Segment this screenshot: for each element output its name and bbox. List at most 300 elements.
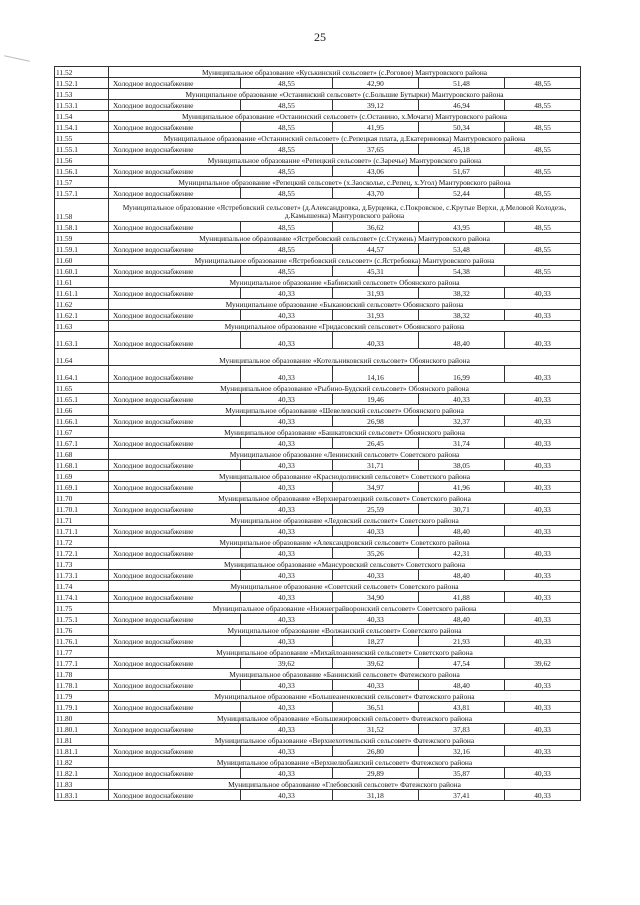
tariff-value: 35,26 (333, 548, 419, 559)
row-number: 11.60.1 (55, 266, 109, 277)
service-name: Холодное водоснабжение (109, 482, 241, 493)
tariff-value: 40,33 (505, 438, 581, 449)
tariff-value: 40,33 (505, 482, 581, 493)
tariff-value: 54,38 (419, 266, 505, 277)
table-row-service (55, 310, 581, 321)
service-name: Холодное водоснабжение (109, 310, 241, 321)
tariff-value: 48,55 (241, 222, 333, 233)
tariff-value: 50,34 (419, 122, 505, 133)
tariff-value: 40,33 (241, 592, 333, 603)
service-name: Холодное водоснабжение (109, 394, 241, 405)
table-row-service (55, 680, 581, 691)
table-row-municipality (55, 647, 581, 658)
municipality-title: Муниципальное образование «Верхнехотемльский сельсовет» Фатежского района (109, 735, 581, 746)
table-row-municipality (55, 199, 581, 222)
tariff-value: 40,33 (505, 310, 581, 321)
row-number: 11.77.1 (55, 658, 109, 669)
table-row-municipality (55, 383, 581, 394)
tariff-value: 40,33 (505, 288, 581, 299)
tariff-value: 48,55 (505, 266, 581, 277)
tariff-value: 40,33 (505, 746, 581, 757)
tariff-value: 48,55 (505, 122, 581, 133)
table-row-municipality (55, 321, 581, 332)
tariff-value: 41,96 (419, 482, 505, 493)
table-row-service (55, 746, 581, 757)
table-row-service (55, 188, 581, 199)
tariff-value: 40,33 (505, 526, 581, 537)
table-row-municipality (55, 471, 581, 482)
table-row-service (55, 790, 581, 801)
tariff-value: 32,37 (419, 416, 505, 427)
tariff-value: 40,33 (505, 394, 581, 405)
table-row-service (55, 244, 581, 255)
tariff-value: 40,33 (241, 790, 333, 801)
tariff-value: 48,55 (505, 144, 581, 155)
tariff-value: 43,81 (419, 702, 505, 713)
tariff-value: 40,33 (505, 366, 581, 383)
row-number: 11.65 (55, 383, 109, 394)
service-name: Холодное водоснабжение (109, 724, 241, 735)
table-row-service (55, 78, 581, 89)
table-row-service (55, 592, 581, 603)
row-number: 11.66 (55, 405, 109, 416)
tariff-value: 40,33 (333, 614, 419, 625)
tariff-value: 40,33 (241, 332, 333, 349)
tariff-value: 41,88 (419, 592, 505, 603)
tariff-value: 48,55 (241, 100, 333, 111)
row-number: 11.63 (55, 321, 109, 332)
municipality-title: Муниципальное образование «Мансуровский сельсовет» Советского района (109, 559, 581, 570)
tariff-value: 25,59 (333, 504, 419, 515)
table-row-service (55, 658, 581, 669)
tariff-value: 47,54 (419, 658, 505, 669)
table-row-municipality (55, 559, 581, 570)
tariff-value: 30,71 (419, 504, 505, 515)
service-name: Холодное водоснабжение (109, 460, 241, 471)
service-name: Холодное водоснабжение (109, 244, 241, 255)
row-number: 11.59 (55, 233, 109, 244)
row-number: 11.64 (55, 349, 109, 366)
tariff-value: 40,33 (333, 680, 419, 691)
table-row-service (55, 222, 581, 233)
table-row-service (55, 614, 581, 625)
tariff-value: 44,57 (333, 244, 419, 255)
tariff-value: 40,33 (241, 460, 333, 471)
municipality-title: Муниципальное образование «Останинский сельсовет» (с.Останино, х.Мочаги) Мантуровского района (109, 111, 581, 122)
table-row-service (55, 122, 581, 133)
tariff-value: 31,71 (333, 460, 419, 471)
row-number: 11.76 (55, 625, 109, 636)
table-row-service (55, 702, 581, 713)
table-row-service (55, 100, 581, 111)
row-number: 11.56.1 (55, 166, 109, 177)
table-row-municipality (55, 449, 581, 460)
table-row-municipality (55, 735, 581, 746)
table-row-municipality (55, 779, 581, 790)
municipality-title: Муниципальное образование «Ястребовский сельсовет» (с.Ястребовка) Мантуровского района (109, 255, 581, 266)
municipality-title: Муниципальное образование «Ледовский сельсовет» Советского района (109, 515, 581, 526)
service-name: Холодное водоснабжение (109, 658, 241, 669)
municipality-title: Муниципальное образование «Куськинский сельсовет» (с.Роговое) Мантуровского района (109, 67, 581, 78)
tariff-value: 26,98 (333, 416, 419, 427)
tariff-value: 39,12 (333, 100, 419, 111)
municipality-title: Муниципальное образование «Верхнерагозецкий сельсовет» Советского района (109, 493, 581, 504)
tariff-value: 14,16 (333, 366, 419, 383)
tariff-value: 16,99 (419, 366, 505, 383)
service-name: Холодное водоснабжение (109, 526, 241, 537)
row-number: 11.73 (55, 559, 109, 570)
tariff-value: 31,52 (333, 724, 419, 735)
tariff-value: 51,67 (419, 166, 505, 177)
table-row-service (55, 166, 581, 177)
tariff-value: 48,40 (419, 332, 505, 349)
tariff-value: 40,33 (505, 460, 581, 471)
table-row-service (55, 266, 581, 277)
table-row-municipality (55, 581, 581, 592)
tariff-value: 48,55 (241, 266, 333, 277)
service-name: Холодное водоснабжение (109, 614, 241, 625)
tariff-value: 34,90 (333, 592, 419, 603)
service-name: Холодное водоснабжение (109, 790, 241, 801)
tariff-value: 42,31 (419, 548, 505, 559)
tariff-value: 40,33 (241, 724, 333, 735)
table-row-municipality (55, 177, 581, 188)
municipality-title: Муниципальное образование «Ястребовский сельсовет» (д.Александровка, д.Бурцевка, с.Покровское, с.Крутые Верхи, д.Меловой Колодезь, д.Камышенка) Мантуровского района (109, 199, 581, 222)
municipality-title: Муниципальное образование «Михайлоанненский сельсовет» Советского района (109, 647, 581, 658)
tariff-value: 40,33 (505, 332, 581, 349)
tariff-value: 48,40 (419, 526, 505, 537)
service-name: Холодное водоснабжение (109, 416, 241, 427)
row-number: 11.54 (55, 111, 109, 122)
row-number: 11.66.1 (55, 416, 109, 427)
row-number: 11.53 (55, 89, 109, 100)
table-row-service (55, 482, 581, 493)
service-name: Холодное водоснабжение (109, 100, 241, 111)
row-number: 11.83.1 (55, 790, 109, 801)
tariff-value: 40,33 (333, 526, 419, 537)
tariff-value: 38,32 (419, 310, 505, 321)
tariff-value: 18,27 (333, 636, 419, 647)
tariff-value: 40,33 (505, 592, 581, 603)
municipality-title: Муниципальное образование «Верхнелюбажский сельсовет» Фатежского района (109, 757, 581, 768)
tariff-value: 32,16 (419, 746, 505, 757)
row-number: 11.59.1 (55, 244, 109, 255)
tariff-value: 51,48 (419, 78, 505, 89)
row-number: 11.69 (55, 471, 109, 482)
row-number: 11.68 (55, 449, 109, 460)
tariff-value: 31,74 (419, 438, 505, 449)
tariff-value: 48,55 (505, 78, 581, 89)
tariff-value: 21,93 (419, 636, 505, 647)
municipality-title: Муниципальное образование «Большежировский сельсовет» Фатежского района (109, 713, 581, 724)
service-name: Холодное водоснабжение (109, 332, 241, 349)
table-row-service (55, 144, 581, 155)
table-row-municipality (55, 691, 581, 702)
table-row-service (55, 548, 581, 559)
row-number: 11.70.1 (55, 504, 109, 515)
table-row-service (55, 460, 581, 471)
municipality-title: Муниципальное образование «Останинский сельсовет» (с.Большие Бутырки) Мантуровского района (109, 89, 581, 100)
row-number: 11.55.1 (55, 144, 109, 155)
tariff-value: 31,93 (333, 288, 419, 299)
service-name: Холодное водоснабжение (109, 702, 241, 713)
tariff-table (54, 66, 581, 801)
table-row-municipality (55, 133, 581, 144)
tariff-value: 40,33 (241, 416, 333, 427)
row-number: 11.61 (55, 277, 109, 288)
table-row-municipality (55, 669, 581, 680)
municipality-title: Муниципальное образование «Нижнеграйворонский сельсовет» Советского района (109, 603, 581, 614)
table-row-service (55, 724, 581, 735)
service-name: Холодное водоснабжение (109, 592, 241, 603)
tariff-value: 40,33 (505, 548, 581, 559)
service-name: Холодное водоснабжение (109, 266, 241, 277)
service-name: Холодное водоснабжение (109, 680, 241, 691)
tariff-value: 19,46 (333, 394, 419, 405)
tariff-value: 40,33 (505, 680, 581, 691)
tariff-value: 40,33 (241, 614, 333, 625)
row-number: 11.63.1 (55, 332, 109, 349)
tariff-value: 39,62 (333, 658, 419, 669)
tariff-value: 31,18 (333, 790, 419, 801)
municipality-title: Муниципальное образование «Останинский сельсовет» (с.Репецкая плата, д.Екатериновка) Мантуровского района (109, 133, 581, 144)
municipality-title: Муниципальное образование «Александровский сельсовет» Советского района (109, 537, 581, 548)
table-row-municipality (55, 427, 581, 438)
row-number: 11.56 (55, 155, 109, 166)
table-row-municipality (55, 493, 581, 504)
municipality-title: Муниципальное образование «Репецкий сельсовет» (х.Заосколье, с.Репец, х.Угол) Мантуровского района (109, 177, 581, 188)
service-name: Холодное водоснабжение (109, 288, 241, 299)
tariff-value: 53,48 (419, 244, 505, 255)
row-number: 11.81 (55, 735, 109, 746)
tariff-value: 40,33 (241, 570, 333, 581)
row-number: 11.70 (55, 493, 109, 504)
tariff-value: 40,33 (505, 724, 581, 735)
table-row-municipality (55, 349, 581, 366)
tariff-value: 48,55 (241, 144, 333, 155)
municipality-title: Муниципальное образование «Волжанский сельсовет» Советского района (109, 625, 581, 636)
table-row-municipality (55, 233, 581, 244)
table-row-service (55, 366, 581, 383)
tariff-value: 35,87 (419, 768, 505, 779)
row-number: 11.62 (55, 299, 109, 310)
table-row-service (55, 504, 581, 515)
tariff-value: 40,33 (241, 310, 333, 321)
row-number: 11.79.1 (55, 702, 109, 713)
row-number: 11.81.1 (55, 746, 109, 757)
row-number: 11.80.1 (55, 724, 109, 735)
tariff-value: 43,06 (333, 166, 419, 177)
row-number: 11.65.1 (55, 394, 109, 405)
table-row-service (55, 526, 581, 537)
table-row-municipality (55, 515, 581, 526)
table-row-municipality (55, 405, 581, 416)
tariff-value: 26,80 (333, 746, 419, 757)
tariff-value: 48,55 (241, 78, 333, 89)
row-number: 11.71.1 (55, 526, 109, 537)
tariff-value: 40,33 (241, 482, 333, 493)
row-number: 11.64.1 (55, 366, 109, 383)
row-number: 11.52 (55, 67, 109, 78)
service-name: Холодное водоснабжение (109, 222, 241, 233)
tariff-value: 48,55 (505, 222, 581, 233)
row-number: 11.74 (55, 581, 109, 592)
page-number: 25 (314, 30, 326, 44)
tariff-value: 40,33 (241, 548, 333, 559)
row-number: 11.55 (55, 133, 109, 144)
tariff-value: 40,33 (419, 394, 505, 405)
municipality-title: Муниципальное образование «Ленинский сельсовет» Советского района (109, 449, 581, 460)
table-row-service (55, 768, 581, 779)
tariff-value: 40,33 (241, 768, 333, 779)
tariff-value: 48,55 (241, 122, 333, 133)
table-row-service (55, 394, 581, 405)
tariff-value: 48,55 (241, 188, 333, 199)
tariff-value: 36,62 (333, 222, 419, 233)
tariff-value: 52,44 (419, 188, 505, 199)
tariff-value: 40,33 (241, 366, 333, 383)
table-row-municipality (55, 603, 581, 614)
row-number: 11.57 (55, 177, 109, 188)
row-number: 11.69.1 (55, 482, 109, 493)
table-row-municipality (55, 277, 581, 288)
tariff-value: 31,93 (333, 310, 419, 321)
table-row-municipality (55, 255, 581, 266)
tariff-value: 40,33 (333, 332, 419, 349)
table-row-service (55, 332, 581, 349)
table-row-municipality (55, 713, 581, 724)
row-number: 11.78 (55, 669, 109, 680)
table-row-service (55, 288, 581, 299)
service-name: Холодное водоснабжение (109, 366, 241, 383)
service-name: Холодное водоснабжение (109, 768, 241, 779)
service-name: Холодное водоснабжение (109, 122, 241, 133)
tariff-value: 42,90 (333, 78, 419, 89)
tariff-value: 40,33 (505, 636, 581, 647)
row-number: 11.72.1 (55, 548, 109, 559)
tariff-value: 40,33 (241, 636, 333, 647)
row-number: 11.79 (55, 691, 109, 702)
tariff-value: 26,45 (333, 438, 419, 449)
tariff-value: 43,70 (333, 188, 419, 199)
table-row-municipality (55, 111, 581, 122)
row-number: 11.60 (55, 255, 109, 266)
tariff-value: 45,18 (419, 144, 505, 155)
tariff-value: 39,62 (241, 658, 333, 669)
row-number: 11.71 (55, 515, 109, 526)
municipality-title: Муниципальное образование «Большеаненковский сельсовет» Фатежского района (109, 691, 581, 702)
municipality-title: Муниципальное образование «Гридасовский сельсовет» Обоянского района (109, 321, 581, 332)
row-number: 11.73.1 (55, 570, 109, 581)
row-number: 11.67 (55, 427, 109, 438)
tariff-value: 40,33 (505, 614, 581, 625)
municipality-title: Муниципальное образование «Советский сельсовет» Советского района (109, 581, 581, 592)
tariff-value: 48,55 (505, 244, 581, 255)
tariff-value: 38,32 (419, 288, 505, 299)
row-number: 11.53.1 (55, 100, 109, 111)
table-row-municipality (55, 89, 581, 100)
table-row-municipality (55, 757, 581, 768)
row-number: 11.62.1 (55, 310, 109, 321)
row-number: 11.83 (55, 779, 109, 790)
scan-artifact (4, 55, 30, 61)
tariff-value: 29,89 (333, 768, 419, 779)
row-number: 11.68.1 (55, 460, 109, 471)
tariff-value: 48,55 (241, 166, 333, 177)
table-row-municipality (55, 155, 581, 166)
row-number: 11.74.1 (55, 592, 109, 603)
tariff-value: 37,83 (419, 724, 505, 735)
tariff-value: 43,95 (419, 222, 505, 233)
tariff-value: 37,65 (333, 144, 419, 155)
row-number: 11.58 (55, 199, 109, 222)
table-row-municipality (55, 299, 581, 310)
tariff-value: 38,05 (419, 460, 505, 471)
municipality-title: Муниципальное образование «Котельниковский сельсовет» Обоянского района (109, 349, 581, 366)
row-number: 11.54.1 (55, 122, 109, 133)
municipality-title: Муниципальное образование «Глебовский сельсовет» Фатежского района (109, 779, 581, 790)
municipality-title: Муниципальное образование «Рыбино-Будский сельсовет» Обоянского района (109, 383, 581, 394)
tariff-value: 48,55 (505, 100, 581, 111)
table-row-municipality (55, 67, 581, 78)
tariff-value: 40,33 (241, 288, 333, 299)
tariff-value: 40,33 (241, 680, 333, 691)
tariff-value: 48,40 (419, 680, 505, 691)
tariff-value: 48,55 (241, 244, 333, 255)
municipality-title: Муниципальное образование «Банинский сельсовет» Фатежского района (109, 669, 581, 680)
municipality-title: Муниципальное образование «Башкатовский сельсовет» Обоянского района (109, 427, 581, 438)
row-number: 11.77 (55, 647, 109, 658)
table-row-service (55, 570, 581, 581)
municipality-title: Муниципальное образование «Шевелевский сельсовет» Обоянского района (109, 405, 581, 416)
table-row-municipality (55, 537, 581, 548)
tariff-value: 37,41 (419, 790, 505, 801)
tariff-value: 40,33 (241, 394, 333, 405)
tariff-value: 40,33 (241, 702, 333, 713)
tariff-value: 40,33 (505, 768, 581, 779)
municipality-title: Муниципальное образование «Репецкий сельсовет» (с.Заречье) Мантуровского района (109, 155, 581, 166)
tariff-value: 40,33 (505, 416, 581, 427)
service-name: Холодное водоснабжение (109, 166, 241, 177)
tariff-value: 40,33 (241, 746, 333, 757)
service-name: Холодное водоснабжение (109, 188, 241, 199)
row-number: 11.67.1 (55, 438, 109, 449)
table-row-service (55, 438, 581, 449)
row-number: 11.57.1 (55, 188, 109, 199)
service-name: Холодное водоснабжение (109, 144, 241, 155)
tariff-value: 40,33 (505, 790, 581, 801)
row-number: 11.61.1 (55, 288, 109, 299)
tariff-value: 41,95 (333, 122, 419, 133)
row-number: 11.72 (55, 537, 109, 548)
service-name: Холодное водоснабжение (109, 504, 241, 515)
tariff-value: 40,33 (505, 570, 581, 581)
service-name: Холодное водоснабжение (109, 78, 241, 89)
row-number: 11.52.1 (55, 78, 109, 89)
tariff-value: 48,40 (419, 570, 505, 581)
tariff-value: 40,33 (505, 702, 581, 713)
service-name: Холодное водоснабжение (109, 746, 241, 757)
municipality-title: Муниципальное образование «Краснодолинский сельсовет» Советского района (109, 471, 581, 482)
table-row-service (55, 416, 581, 427)
tariff-value: 40,33 (241, 526, 333, 537)
tariff-value: 45,31 (333, 266, 419, 277)
service-name: Холодное водоснабжение (109, 636, 241, 647)
tariff-value: 48,55 (505, 188, 581, 199)
tariff-value: 40,33 (241, 438, 333, 449)
row-number: 11.75 (55, 603, 109, 614)
tariff-value: 39,62 (505, 658, 581, 669)
